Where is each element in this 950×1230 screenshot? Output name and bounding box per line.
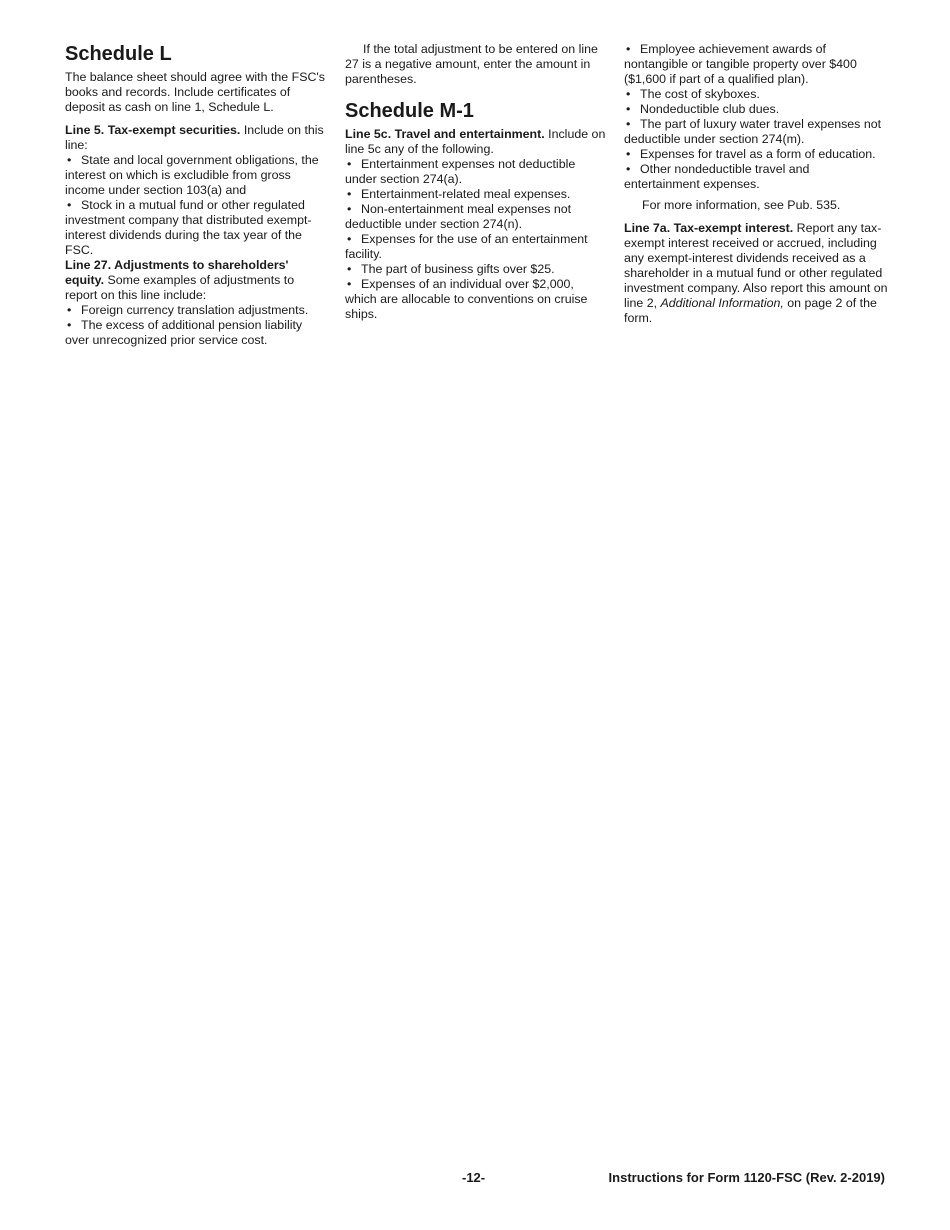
schedule-m1-heading: Schedule M-1 <box>345 100 474 122</box>
bullet-icon <box>624 147 640 162</box>
bullet-icon <box>624 42 640 57</box>
list-item: •Stock in a mutual fund or other regulated investment company that distributed exempt-interest dividends during the tax year of the FSC. <box>65 198 329 258</box>
bullet-icon <box>345 187 361 202</box>
bullet-icon <box>345 157 361 172</box>
line7a-text: Report any tax-exempt interest received or accrued, including any exempt-interest dividends received as a shareholder in a mutual fund or other regulated investment company. Also report this amount on line 2, <box>624 221 888 310</box>
line5-text: Include on this line: <box>65 123 324 152</box>
line5c-text: Include on line 5c any of the following. <box>345 127 606 156</box>
schedule-l-intro: The balance sheet should agree with the FSC's books and records. Include certificates of deposit as cash on line 1, Schedule L. <box>65 70 325 114</box>
bullet-icon <box>65 303 81 318</box>
bullet-icon <box>345 202 361 217</box>
list-item: •Foreign currency translation adjustments. <box>65 303 329 318</box>
bullet-icon <box>624 117 640 132</box>
list-item: •The cost of skyboxes. <box>624 87 888 102</box>
list-item: •State and local government obligations, the interest on which is excludible from gross income under section 103(a) and <box>65 153 329 198</box>
line7a-italic: Additional Information, <box>660 296 784 310</box>
line27-title: Line 27. Adjustments to shareholders' equity. <box>65 258 289 287</box>
line5c-paragraph <box>345 127 607 157</box>
page-number: -12- <box>462 1170 486 1185</box>
list-item: •Non-entertainment meal expenses not deductible under section 274(n). <box>345 202 607 232</box>
line5-paragraph <box>65 123 329 153</box>
list-item: •Expenses of an individual over $2,000, which are allocable to conventions on cruise ships. <box>345 277 607 322</box>
column-left <box>65 42 329 348</box>
line7a-title: Line 7a. Tax-exempt interest. <box>624 221 794 235</box>
bullet-icon <box>345 277 361 292</box>
line7a-tail: on page 2 of the form. <box>624 296 877 325</box>
form-reference: Instructions for Form 1120-FSC (Rev. 2-2019) <box>608 1170 885 1185</box>
list-item: •The excess of additional pension liability over unrecognized prior service cost. <box>65 318 329 348</box>
bullet-icon <box>624 162 640 177</box>
bullet-icon <box>345 262 361 277</box>
list-item: •Expenses for the use of an entertainment facility. <box>345 232 607 262</box>
line27-paragraph <box>65 258 329 303</box>
list-item: •Other nondeductible travel and entertainment expenses. <box>624 162 888 192</box>
list-item: •Entertainment expenses not deductible under section 274(a). <box>345 157 607 187</box>
bullet-icon <box>345 232 361 247</box>
bullet-icon <box>65 318 81 333</box>
list-item: •Entertainment-related meal expenses. <box>345 187 607 202</box>
bullet-icon <box>624 102 640 117</box>
list-item: •Expenses for travel as a form of education. <box>624 147 888 162</box>
line5c-title: Line 5c. Travel and entertainment. <box>345 127 545 141</box>
bullet-icon <box>65 153 81 168</box>
list-item: •The part of business gifts over $25. <box>345 262 607 277</box>
adjustment-note: If the total adjustment to be entered on line 27 is a negative amount, enter the amount in parentheses. <box>345 42 598 86</box>
line5-title: Line 5. Tax-exempt securities. <box>65 123 241 137</box>
list-item: •The part of luxury water travel expenses not deductible under section 274(m). <box>624 117 888 147</box>
list-item: •Nondeductible club dues. <box>624 102 888 117</box>
column-right <box>624 42 888 326</box>
list-item: •Employee achievement awards of nontangible or tangible property over $400 ($1,600 if part of a qualified plan). <box>624 42 888 87</box>
page-footer <box>0 1170 950 1188</box>
column-middle <box>345 42 607 322</box>
more-info-note: For more information, see Pub. 535. <box>642 198 841 212</box>
bullet-icon <box>624 87 640 102</box>
bullet-icon <box>65 198 81 213</box>
schedule-l-heading: Schedule L <box>65 43 172 65</box>
line7a-paragraph <box>624 221 888 326</box>
line27-text: Some examples of adjustments to report on this line include: <box>65 273 295 302</box>
